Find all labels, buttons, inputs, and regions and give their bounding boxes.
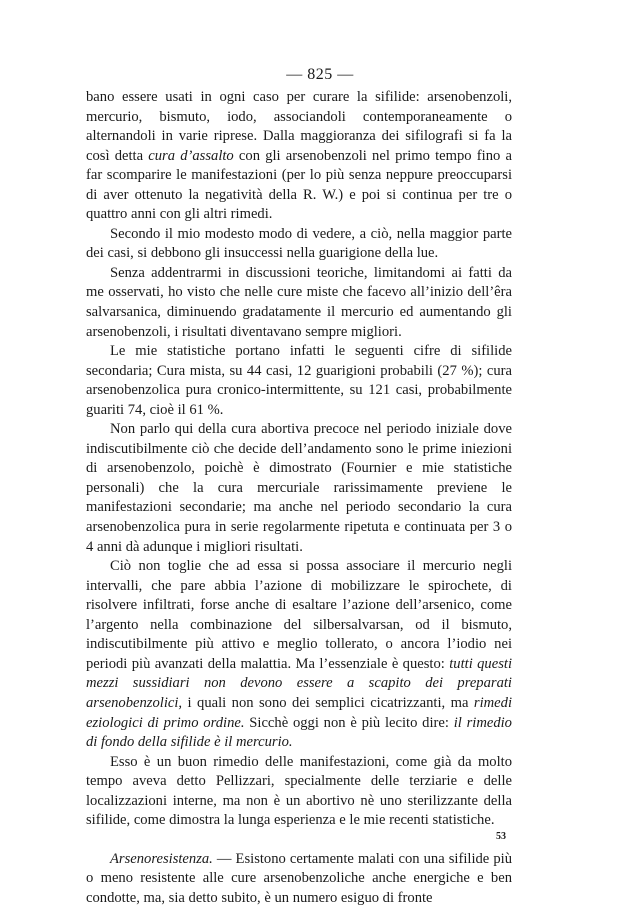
section-paragraph-arsenoresistenza bbox=[86, 850, 512, 908]
text-run: Non parlo qui della cura abortiva precoce nel periodo iniziale dove indiscutibilmente ciò che decide dell’andamento sono le prime iniezioni di arsenobenzolo, poichè è dimostrato (Fournier e mie statistiche personali) che la cura mercuriale rarissimamente previene le manifestazioni secondarie; ma anche nel periodo secondario la cura arsenobenzolica pura in serie regolarmente ripetuta e continuata per 3 o 4 anni dà adunque i migliori risultati. bbox=[86, 421, 512, 555]
paragraph-4 bbox=[86, 342, 512, 420]
paragraph-3 bbox=[86, 264, 512, 342]
page-number: — 825 — bbox=[286, 66, 354, 83]
section-heading: Arsenoresistenza. bbox=[110, 850, 213, 867]
italic-run: il rimedio di fondo della sifilide è il mercurio. bbox=[86, 714, 512, 751]
text-run: Senza addentrarmi in discussioni teoriche, limitandomi ai fatti da me osservati, ho visto che nelle cure miste che facevo all’inizio dell’êra salvarsanica, diminuendo gradatamente il mercurio ed aumentando gli arsenobenzoli, i risultati diventavano sempre migliori. bbox=[86, 264, 512, 340]
text-run: Esso è un buon rimedio delle manifestazioni, come già da molto tempo aveva detto Pellizzari, specialmente delle terziarie e delle localizzazioni interne, ma non è un abortivo nè uno sterilizzante della sifilide, come dimostra la lunga esperienza e le mie recenti statistiche. bbox=[86, 753, 512, 829]
italic-run: rimedi eziologici di primo ordine. bbox=[86, 694, 512, 731]
paragraph-5 bbox=[86, 420, 512, 557]
text-run: Sicchè oggi non è più lecito dire: bbox=[244, 714, 454, 731]
text-run: bano essere usati in ogni caso per curare la sifilide: arsenobenzoli, mercurio, bismuto, iodo, associandoli contemporaneamente o alternandoli in varie riprese. Dalla maggioranza dei sifilografi si fa la così detta bbox=[86, 89, 512, 164]
paragraph-6 bbox=[86, 557, 512, 752]
text-run: i quali non sono dei semplici cicatrizzanti, ma bbox=[182, 694, 474, 711]
text-run: Ciò non toglie che ad essa si possa associare il mercurio negli intervalli, che pare abbia l’azione di mobilizzare le spirochete, di risolvere infiltrati, forse anche di esaltare l’azione dell’arsenico, come l’argento nella combinazione del silbersalvarsan, od il bismuto, indiscutibilmente più attivo e meglio tollerato, o ancora l’iodio nei periodi più avanzati della malattia. Ma l’essenziale è questo: bbox=[86, 558, 512, 672]
body-text bbox=[86, 88, 512, 908]
paragraph-2 bbox=[86, 225, 512, 264]
paragraph-1 bbox=[86, 88, 512, 225]
text-run: con gli arsenobenzoli nel primo tempo fino a far scomparire le manifestazioni (per lo più senza neppure preoccuparsi di aver ottenuto la negatività della R. W.) e poi si continua per tre o quattro anni con gli altri rimedi. bbox=[86, 147, 512, 223]
italic-run: cura d’assalto bbox=[148, 147, 234, 164]
paragraph-7 bbox=[86, 753, 512, 831]
text-run: — Esistono certamente malati con una sifilide più o meno resistente alle cure arsenobenzoliche anche energiche e ben condotte, ma, sia detto subito, è un numero esiguo di fronte bbox=[86, 850, 512, 906]
text-run: Le mie statistiche portano infatti le seguenti cifre di sifilide secondaria; Cura mista, su 44 casi, 12 guarigioni probabili (27 %); cura arsenobenzolica pura cronico-intermittente, su 121 casi, probabilmente guariti 74, cioè il 61 %. bbox=[86, 343, 512, 418]
italic-run: tutti questi mezzi sussidiari non devono essere a scapito dei preparati arsenobenzolici, bbox=[86, 655, 512, 711]
signature-mark: 53 bbox=[496, 831, 506, 842]
text-run: Secondo il mio modesto modo di vedere, a ciò, nella maggior parte dei casi, si debbono gli insuccessi nella guarigione della lue. bbox=[86, 225, 512, 262]
